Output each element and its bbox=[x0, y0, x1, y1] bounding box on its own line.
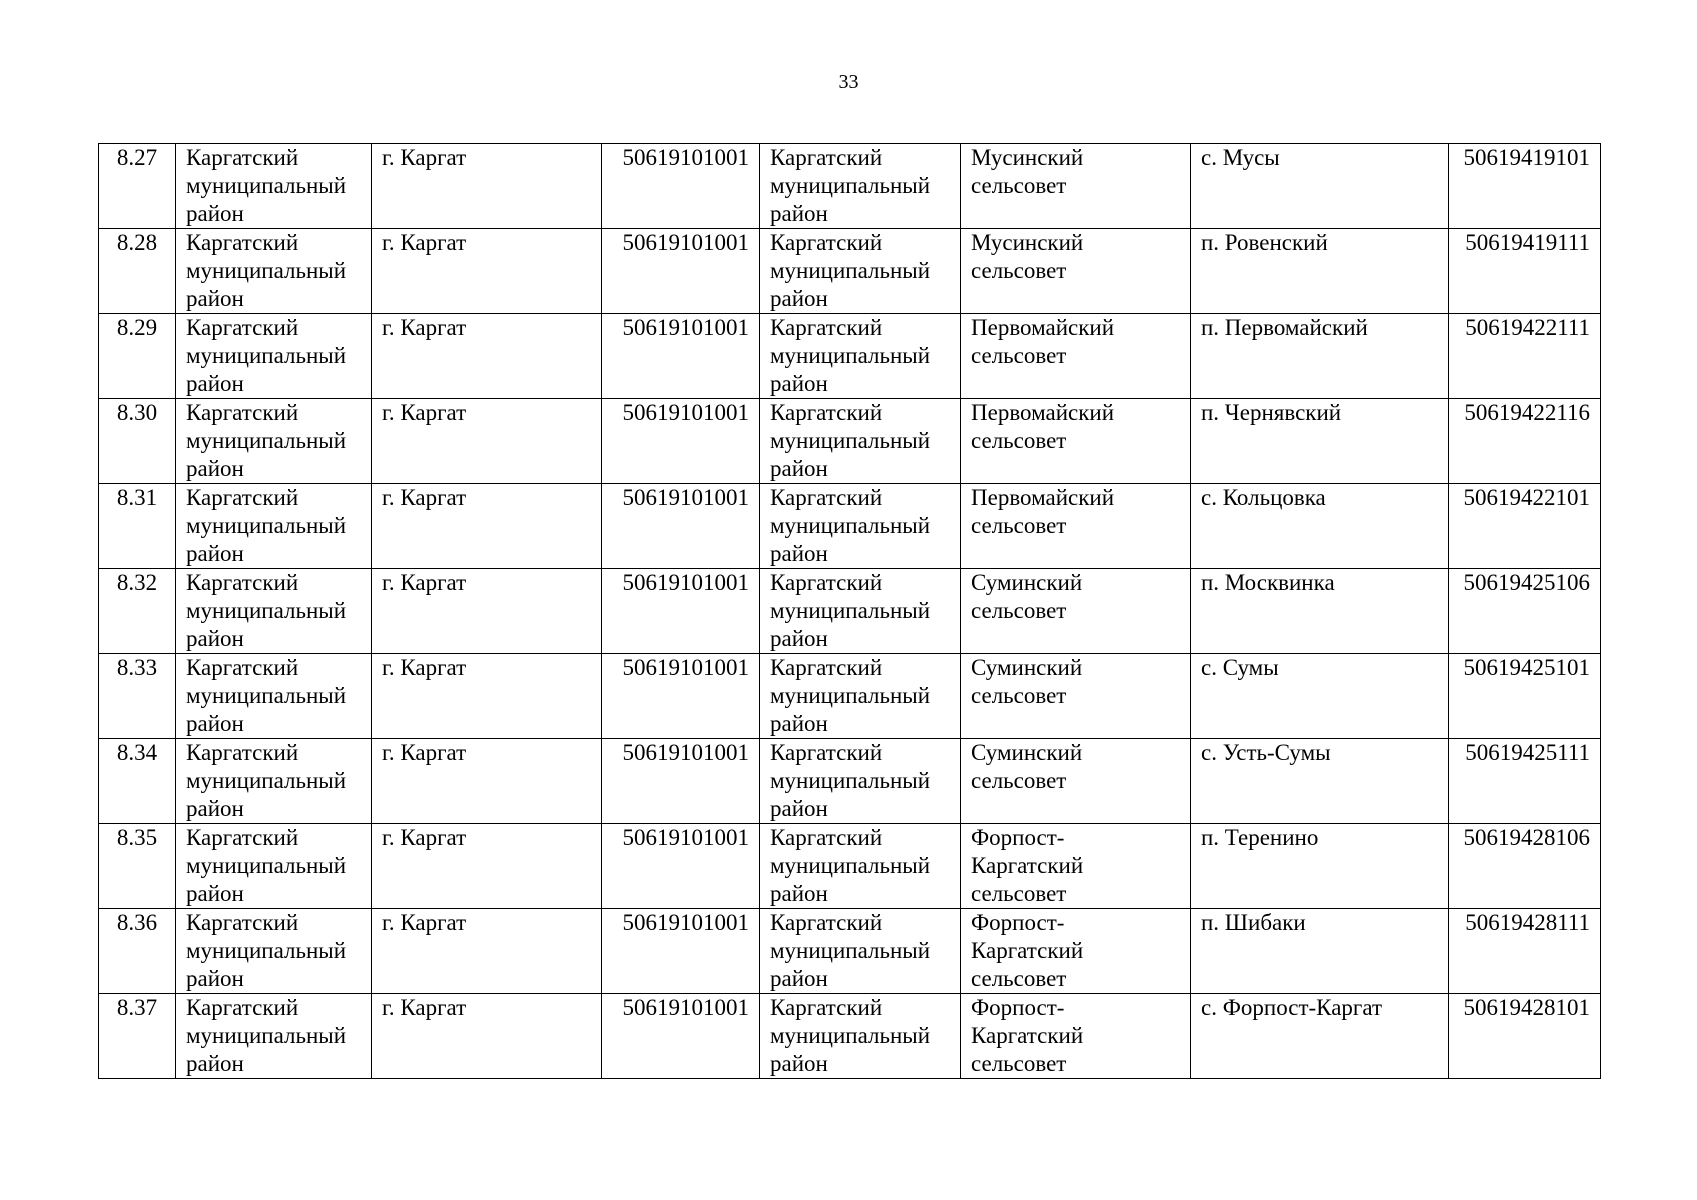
settlement-cell-text: с. Усть-Сумы bbox=[1201, 740, 1331, 765]
district-cell-2 bbox=[760, 569, 961, 654]
center-code-cell bbox=[602, 314, 760, 399]
council-cell-line: Первомайский bbox=[971, 400, 1114, 425]
center-code-cell-text: 50619101001 bbox=[622, 910, 749, 935]
table-row bbox=[99, 654, 1601, 739]
district-cell-2-line: Каргатский bbox=[770, 995, 883, 1020]
district-cell-2 bbox=[760, 314, 961, 399]
council-cell-line: Мусинский bbox=[971, 230, 1084, 255]
council-cell-line: Каргатский bbox=[971, 853, 1084, 878]
center-cell-text: г. Каргат bbox=[382, 400, 467, 425]
district-cell-line: муниципальный bbox=[186, 258, 347, 283]
center-code-cell-text: 50619101001 bbox=[622, 655, 749, 680]
center-code-cell bbox=[602, 229, 760, 314]
district-cell bbox=[176, 484, 372, 569]
center-cell bbox=[372, 569, 602, 654]
district-cell-line: муниципальный bbox=[186, 853, 347, 878]
district-cell-line: муниципальный bbox=[186, 173, 347, 198]
table-row bbox=[99, 909, 1601, 994]
district-cell-2-line: муниципальный bbox=[770, 938, 931, 963]
council-cell bbox=[961, 739, 1191, 824]
council-cell bbox=[961, 484, 1191, 569]
council-cell-line: Первомайский bbox=[971, 315, 1114, 340]
settlement-code-cell bbox=[1449, 654, 1601, 739]
district-cell-2 bbox=[760, 654, 961, 739]
district-cell-2-line: Каргатский bbox=[770, 230, 883, 255]
settlement-cell-text: п. Первомайский bbox=[1201, 315, 1368, 340]
district-cell-2-line: муниципальный bbox=[770, 258, 931, 283]
center-code-cell bbox=[602, 569, 760, 654]
district-cell-2 bbox=[760, 824, 961, 909]
council-cell bbox=[961, 654, 1191, 739]
row-number-cell bbox=[99, 739, 176, 824]
settlement-cell bbox=[1191, 739, 1449, 824]
settlement-code-cell-text: 50619419101 bbox=[1463, 145, 1590, 170]
district-cell-line: район bbox=[186, 626, 244, 651]
district-cell-2 bbox=[760, 229, 961, 314]
center-code-cell-text: 50619101001 bbox=[622, 825, 749, 850]
settlement-code-cell-text: 50619422111 bbox=[1465, 315, 1590, 340]
settlement-cell bbox=[1191, 654, 1449, 739]
council-cell-line: сельсовет bbox=[971, 343, 1067, 368]
center-cell-text: г. Каргат bbox=[382, 315, 467, 340]
center-code-cell-text: 50619101001 bbox=[622, 740, 749, 765]
district-cell bbox=[176, 314, 372, 399]
district-cell-line: муниципальный bbox=[186, 513, 347, 538]
settlement-cell bbox=[1191, 314, 1449, 399]
district-cell-line: Каргатский bbox=[186, 910, 299, 935]
district-cell-line: район bbox=[186, 286, 244, 311]
row-number-cell bbox=[99, 144, 176, 229]
district-cell bbox=[176, 569, 372, 654]
district-cell-line: Каргатский bbox=[186, 655, 299, 680]
district-cell-2-line: муниципальный bbox=[770, 428, 931, 453]
row-number-cell-text: 8.30 bbox=[116, 400, 158, 425]
table-row bbox=[99, 484, 1601, 569]
district-cell-2 bbox=[760, 484, 961, 569]
council-cell-line: Каргатский bbox=[971, 1023, 1084, 1048]
council-cell-line: сельсовет bbox=[971, 966, 1067, 991]
row-number-cell-text: 8.29 bbox=[116, 315, 158, 340]
district-cell-2-line: район bbox=[770, 881, 828, 906]
district-cell-2-line: муниципальный bbox=[770, 683, 931, 708]
center-cell-text: г. Каргат bbox=[382, 910, 467, 935]
row-number-cell bbox=[99, 484, 176, 569]
district-cell-2-line: Каргатский bbox=[770, 910, 883, 935]
center-code-cell-text: 50619101001 bbox=[622, 230, 749, 255]
council-cell-line: Форпост- bbox=[971, 825, 1065, 850]
settlement-cell-text: п. Теренино bbox=[1201, 825, 1319, 850]
row-number-cell bbox=[99, 314, 176, 399]
row-number-cell-text: 8.27 bbox=[116, 145, 158, 170]
council-cell-line: Суминский bbox=[971, 655, 1083, 680]
table-row bbox=[99, 569, 1601, 654]
center-cell-text: г. Каргат bbox=[382, 570, 467, 595]
settlement-cell bbox=[1191, 569, 1449, 654]
council-cell-line: сельсовет bbox=[971, 428, 1067, 453]
table-row bbox=[99, 314, 1601, 399]
center-cell bbox=[372, 654, 602, 739]
council-cell bbox=[961, 569, 1191, 654]
center-code-cell bbox=[602, 144, 760, 229]
settlement-code-cell bbox=[1449, 739, 1601, 824]
district-cell-line: Каргатский bbox=[186, 570, 299, 595]
row-number-cell-text: 8.35 bbox=[116, 825, 158, 850]
settlement-cell-text: п. Шибаки bbox=[1201, 910, 1306, 935]
row-number-cell-text: 8.34 bbox=[116, 740, 158, 765]
row-number-cell bbox=[99, 909, 176, 994]
council-cell-line: Каргатский bbox=[971, 938, 1084, 963]
district-cell-2 bbox=[760, 909, 961, 994]
district-cell-2-line: муниципальный bbox=[770, 598, 931, 623]
district-cell-2-line: муниципальный bbox=[770, 853, 931, 878]
table-row bbox=[99, 824, 1601, 909]
council-cell-line: Форпост- bbox=[971, 995, 1065, 1020]
district-cell-line: муниципальный bbox=[186, 1023, 347, 1048]
district-cell-2-line: район bbox=[770, 371, 828, 396]
settlement-cell bbox=[1191, 229, 1449, 314]
district-cell-line: муниципальный bbox=[186, 683, 347, 708]
district-cell-2-line: район bbox=[770, 286, 828, 311]
row-number-cell bbox=[99, 994, 176, 1079]
settlement-code-cell-text: 50619425101 bbox=[1463, 655, 1590, 680]
center-cell-text: г. Каргат bbox=[382, 145, 467, 170]
settlement-code-cell bbox=[1449, 909, 1601, 994]
district-cell-2-line: район bbox=[770, 796, 828, 821]
district-cell-line: муниципальный bbox=[186, 938, 347, 963]
settlement-cell bbox=[1191, 484, 1449, 569]
settlement-code-cell bbox=[1449, 994, 1601, 1079]
district-cell bbox=[176, 909, 372, 994]
council-cell bbox=[961, 144, 1191, 229]
center-code-cell-text: 50619101001 bbox=[622, 485, 749, 510]
settlement-code-cell-text: 50619419111 bbox=[1465, 230, 1590, 255]
council-cell-line: сельсовет bbox=[971, 881, 1067, 906]
council-cell bbox=[961, 399, 1191, 484]
settlement-code-cell-text: 50619428101 bbox=[1463, 995, 1590, 1020]
center-cell bbox=[372, 824, 602, 909]
district-cell-2 bbox=[760, 739, 961, 824]
district-cell-2 bbox=[760, 144, 961, 229]
settlement-code-cell-text: 50619425106 bbox=[1463, 570, 1590, 595]
district-cell-2-line: район bbox=[770, 1051, 828, 1076]
district-cell-line: Каргатский bbox=[186, 485, 299, 510]
settlement-cell bbox=[1191, 144, 1449, 229]
council-cell-line: Суминский bbox=[971, 740, 1083, 765]
district-cell-line: район bbox=[186, 371, 244, 396]
center-cell-text: г. Каргат bbox=[382, 995, 467, 1020]
settlement-cell bbox=[1191, 994, 1449, 1079]
council-cell bbox=[961, 314, 1191, 399]
district-cell bbox=[176, 399, 372, 484]
center-cell bbox=[372, 909, 602, 994]
district-cell-2-line: район bbox=[770, 456, 828, 481]
district-cell-2-line: Каргатский bbox=[770, 400, 883, 425]
center-cell bbox=[372, 994, 602, 1079]
row-number-cell-text: 8.37 bbox=[116, 995, 158, 1020]
council-cell-line: Форпост- bbox=[971, 910, 1065, 935]
district-cell-line: район bbox=[186, 541, 244, 566]
settlement-cell-text: с. Мусы bbox=[1201, 145, 1280, 170]
settlement-code-cell-text: 50619428106 bbox=[1463, 825, 1590, 850]
row-number-cell-text: 8.36 bbox=[116, 910, 158, 935]
settlements-table bbox=[98, 143, 1601, 1079]
center-code-cell bbox=[602, 654, 760, 739]
settlement-cell-text: п. Ровенский bbox=[1201, 230, 1328, 255]
district-cell-2-line: муниципальный bbox=[770, 513, 931, 538]
settlement-code-cell-text: 50619422116 bbox=[1464, 400, 1590, 425]
district-cell-2-line: район bbox=[770, 966, 828, 991]
district-cell-2 bbox=[760, 994, 961, 1079]
council-cell-line: сельсовет bbox=[971, 768, 1067, 793]
council-cell-line: сельсовет bbox=[971, 683, 1067, 708]
settlement-code-cell bbox=[1449, 569, 1601, 654]
row-number-cell-text: 8.31 bbox=[116, 485, 158, 510]
center-cell bbox=[372, 229, 602, 314]
council-cell-line: сельсовет bbox=[971, 1051, 1067, 1076]
district-cell-2-line: Каргатский bbox=[770, 485, 883, 510]
settlement-code-cell-text: 50619425111 bbox=[1465, 740, 1590, 765]
council-cell bbox=[961, 909, 1191, 994]
table-body bbox=[99, 144, 1601, 1079]
settlement-cell-text: п. Чернявский bbox=[1201, 400, 1342, 425]
center-cell-text: г. Каргат bbox=[382, 655, 467, 680]
page-number: 33 bbox=[838, 71, 859, 93]
council-cell bbox=[961, 824, 1191, 909]
settlement-cell bbox=[1191, 909, 1449, 994]
council-cell-line: сельсовет bbox=[971, 258, 1067, 283]
center-cell bbox=[372, 144, 602, 229]
council-cell-line: сельсовет bbox=[971, 173, 1067, 198]
district-cell-line: Каргатский bbox=[186, 825, 299, 850]
district-cell-line: район bbox=[186, 966, 244, 991]
district-cell-line: муниципальный bbox=[186, 428, 347, 453]
district-cell-2-line: Каргатский bbox=[770, 825, 883, 850]
district-cell-2-line: район bbox=[770, 711, 828, 736]
council-cell-line: сельсовет bbox=[971, 598, 1067, 623]
table-row bbox=[99, 229, 1601, 314]
center-cell-text: г. Каргат bbox=[382, 740, 467, 765]
settlement-cell-text: с. Форпост-Каргат bbox=[1201, 995, 1383, 1020]
settlement-code-cell bbox=[1449, 314, 1601, 399]
district-cell-2-line: муниципальный bbox=[770, 343, 931, 368]
district-cell-2-line: муниципальный bbox=[770, 173, 931, 198]
district-cell-2-line: Каргатский bbox=[770, 145, 883, 170]
district-cell-2 bbox=[760, 399, 961, 484]
center-code-cell-text: 50619101001 bbox=[622, 570, 749, 595]
center-code-cell bbox=[602, 909, 760, 994]
settlement-cell bbox=[1191, 824, 1449, 909]
center-cell bbox=[372, 739, 602, 824]
district-cell-2-line: Каргатский bbox=[770, 655, 883, 680]
district-cell-2-line: район bbox=[770, 541, 828, 566]
row-number-cell bbox=[99, 569, 176, 654]
district-cell bbox=[176, 739, 372, 824]
settlement-cell-text: с. Кольцовка bbox=[1201, 485, 1326, 510]
district-cell-2-line: Каргатский bbox=[770, 570, 883, 595]
center-code-cell-text: 50619101001 bbox=[622, 315, 749, 340]
settlement-code-cell-text: 50619428111 bbox=[1465, 910, 1590, 935]
center-cell-text: г. Каргат bbox=[382, 230, 467, 255]
council-cell bbox=[961, 229, 1191, 314]
settlement-cell-text: п. Москвинка bbox=[1201, 570, 1335, 595]
district-cell-2-line: Каргатский bbox=[770, 315, 883, 340]
settlement-cell-text: с. Сумы bbox=[1201, 655, 1279, 680]
district-cell bbox=[176, 229, 372, 314]
settlement-code-cell bbox=[1449, 484, 1601, 569]
center-code-cell bbox=[602, 739, 760, 824]
district-cell-line: Каргатский bbox=[186, 995, 299, 1020]
center-code-cell-text: 50619101001 bbox=[622, 145, 749, 170]
district-cell bbox=[176, 144, 372, 229]
district-cell-line: район bbox=[186, 881, 244, 906]
district-cell-line: муниципальный bbox=[186, 343, 347, 368]
center-cell-text: г. Каргат bbox=[382, 485, 467, 510]
center-cell bbox=[372, 484, 602, 569]
district-cell-2-line: район bbox=[770, 626, 828, 651]
district-cell-line: район bbox=[186, 201, 244, 226]
council-cell-line: Мусинский bbox=[971, 145, 1084, 170]
settlement-cell bbox=[1191, 399, 1449, 484]
center-cell bbox=[372, 399, 602, 484]
row-number-cell bbox=[99, 824, 176, 909]
row-number-cell bbox=[99, 399, 176, 484]
district-cell-line: муниципальный bbox=[186, 598, 347, 623]
district-cell-line: Каргатский bbox=[186, 230, 299, 255]
table-row bbox=[99, 399, 1601, 484]
district-cell-line: район bbox=[186, 456, 244, 481]
table-row bbox=[99, 144, 1601, 229]
council-cell-line: сельсовет bbox=[971, 513, 1067, 538]
row-number-cell-text: 8.28 bbox=[116, 230, 158, 255]
center-code-cell bbox=[602, 824, 760, 909]
district-cell-line: муниципальный bbox=[186, 768, 347, 793]
district-cell-2-line: муниципальный bbox=[770, 768, 931, 793]
council-cell-line: Суминский bbox=[971, 570, 1083, 595]
settlement-code-cell bbox=[1449, 399, 1601, 484]
council-cell bbox=[961, 994, 1191, 1079]
settlement-code-cell bbox=[1449, 824, 1601, 909]
center-code-cell bbox=[602, 994, 760, 1079]
row-number-cell-text: 8.33 bbox=[116, 655, 158, 680]
council-cell-line: Первомайский bbox=[971, 485, 1114, 510]
district-cell bbox=[176, 994, 372, 1079]
district-cell-line: Каргатский bbox=[186, 400, 299, 425]
district-cell-2-line: Каргатский bbox=[770, 740, 883, 765]
table-row bbox=[99, 739, 1601, 824]
row-number-cell bbox=[99, 229, 176, 314]
table-row bbox=[99, 994, 1601, 1079]
district-cell-line: район bbox=[186, 796, 244, 821]
row-number-cell bbox=[99, 654, 176, 739]
district-cell-line: Каргатский bbox=[186, 740, 299, 765]
center-code-cell bbox=[602, 399, 760, 484]
center-cell bbox=[372, 314, 602, 399]
district-cell bbox=[176, 824, 372, 909]
district-cell-line: Каргатский bbox=[186, 145, 299, 170]
district-cell-line: Каргатский bbox=[186, 315, 299, 340]
district-cell-line: район bbox=[186, 711, 244, 736]
district-cell-line: район bbox=[186, 1051, 244, 1076]
row-number-cell-text: 8.32 bbox=[116, 570, 158, 595]
center-code-cell bbox=[602, 484, 760, 569]
settlement-code-cell bbox=[1449, 144, 1601, 229]
center-code-cell-text: 50619101001 bbox=[622, 995, 749, 1020]
district-cell-2-line: муниципальный bbox=[770, 1023, 931, 1048]
district-cell-2-line: район bbox=[770, 201, 828, 226]
center-cell-text: г. Каргат bbox=[382, 825, 467, 850]
settlement-code-cell bbox=[1449, 229, 1601, 314]
settlement-code-cell-text: 50619422101 bbox=[1463, 485, 1590, 510]
center-code-cell-text: 50619101001 bbox=[622, 400, 749, 425]
district-cell bbox=[176, 654, 372, 739]
